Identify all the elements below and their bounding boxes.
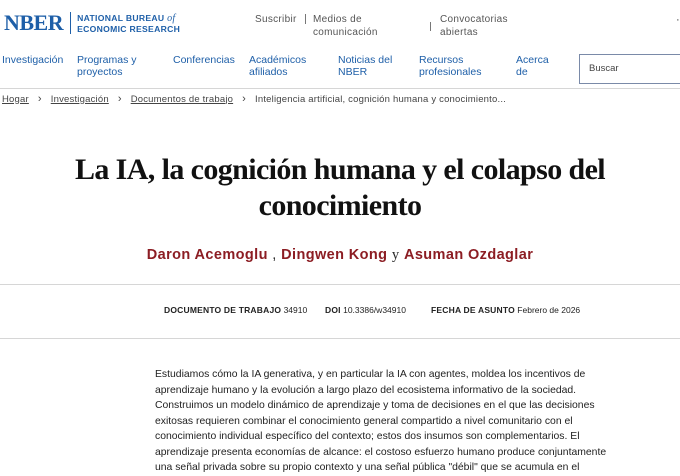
working-paper-number <box>164 305 307 315</box>
meta-value: Febrero de 2026 <box>517 305 581 315</box>
title-line: La IA, la cognición humana y el colapso del <box>74 153 606 186</box>
breadcrumb-research[interactable]: Investigación <box>50 93 109 105</box>
abstract-line: una señal privada sobre su propio contexto y una señal pública "débil" que se acumula en el <box>155 462 580 473</box>
logo-mark: NBER <box>4 10 64 35</box>
logo-line-1: NATIONAL BUREAU of <box>77 12 176 24</box>
author-list <box>0 247 680 264</box>
author-separator: , <box>272 247 277 263</box>
abstract-line: Estudiamos cómo la IA generativa, y en particular la IA con agentes, moldea los incentivos de <box>155 369 586 380</box>
issue-date <box>431 305 580 315</box>
meta-value: 34910 <box>283 305 308 315</box>
nber-logo[interactable] <box>4 12 180 34</box>
doi <box>325 305 406 315</box>
logo-divider <box>70 12 71 34</box>
meta-divider-top <box>0 284 680 285</box>
breadcrumb-current: Inteligencia artificial, cognición humana y conocimiento... <box>255 93 507 105</box>
meta-divider-bottom <box>0 338 680 339</box>
search-input[interactable] <box>580 55 679 81</box>
author-link[interactable]: Daron Acemoglu <box>146 247 268 263</box>
author-link[interactable]: Dingwen Kong <box>281 247 388 263</box>
meta-label: DOI <box>325 305 341 315</box>
nav-item-research[interactable]: Investigación <box>2 54 64 66</box>
meta-label: FECHA DE ASUNTO <box>431 305 515 315</box>
page-title <box>0 152 680 224</box>
abstract-line: exitosas requieren combinar el conocimiento general compartido a nivel comunitario con el <box>155 415 573 427</box>
chevron-right-icon: › <box>37 93 42 105</box>
logo-line-2: ECONOMIC RESEARCH <box>77 23 181 34</box>
open-calls-link[interactable]: Convocatorias abiertas <box>440 14 508 38</box>
meta-label: DOCUMENTO DE TRABAJO <box>164 305 282 315</box>
utility-divider <box>305 14 306 24</box>
author-link[interactable]: Asuman Ozdaglar <box>403 247 534 263</box>
breadcrumb <box>2 93 506 105</box>
utility-divider <box>430 22 431 31</box>
logo-wordmark <box>77 13 180 34</box>
author-separator: y <box>391 247 400 263</box>
meta-value[interactable]: 10.3386/w34910 <box>343 305 406 315</box>
nav-item-affiliated-scholars[interactable]: Académicos afiliados <box>249 54 307 78</box>
abstract-line: Construimos un modelo dinámico de aprendizaje y toma de decisiones en el que las decisiones <box>155 400 595 411</box>
overflow-icon[interactable]: · <box>676 14 680 26</box>
nav-item-programs[interactable]: Programas y proyectos <box>77 54 137 78</box>
top-bar <box>0 0 680 42</box>
breadcrumb-working-papers[interactable]: Documentos de trabajo <box>130 93 234 105</box>
nav-divider <box>0 88 680 89</box>
media-link[interactable]: Medios de comunicación <box>313 14 378 38</box>
abstract-line: conocimiento individual específico del contexto; estos dos insumos son complementarios. El <box>155 431 580 442</box>
nav-item-conferences[interactable]: Conferencias <box>173 54 235 66</box>
chevron-right-icon: › <box>117 93 122 105</box>
nav-item-news[interactable]: Noticias del NBER <box>338 54 393 78</box>
abstract-line: aprendizaje humano y la evolución a largo plazo del ecosistema informativo de la sociedad. <box>155 384 577 396</box>
abstract-line: aprendizaje presenta economías de alcance: el costoso esfuerzo humano produce conjuntamente <box>155 446 607 458</box>
nav-item-about[interactable]: Acerca de <box>516 54 549 78</box>
chevron-right-icon: › <box>242 93 246 105</box>
abstract <box>155 367 607 476</box>
title-line: conocimiento <box>258 189 422 222</box>
search-box[interactable] <box>579 54 680 84</box>
nav-item-career-resources[interactable]: Recursos profesionales <box>419 54 482 78</box>
subscribe-link[interactable]: Suscribir <box>255 14 297 25</box>
breadcrumb-home[interactable]: Hogar <box>2 93 29 105</box>
